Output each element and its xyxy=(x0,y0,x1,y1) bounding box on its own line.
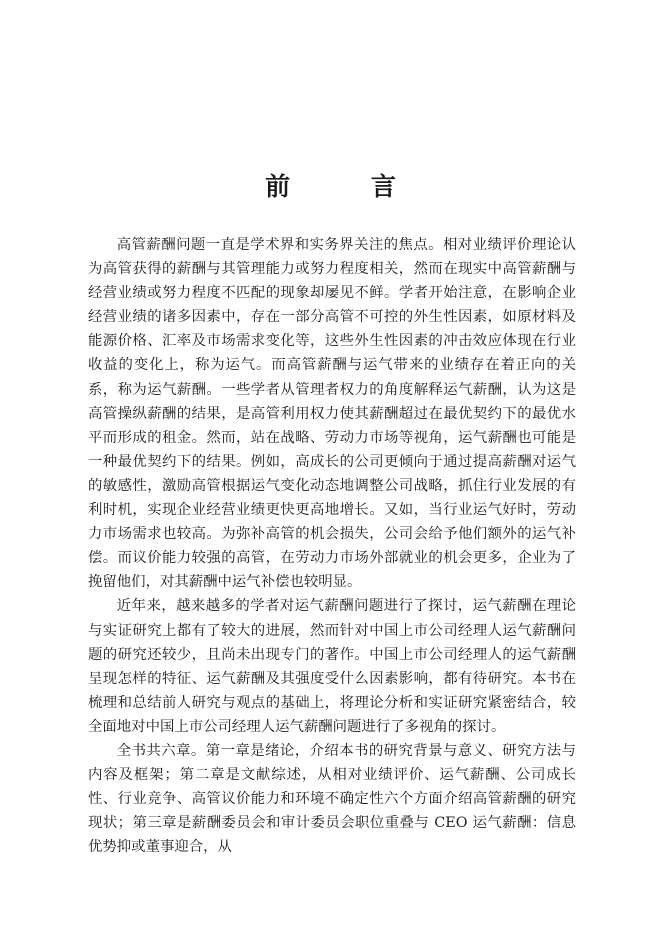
paragraph-3: 全书共六章。第一章是绪论，介绍本书的研究背景与意义、研究方法与内容及框架；第二章是文献综述，从相对业绩评价、运气薪酬、公司成长性、行业竞争、高管议价能力和环境不确定性六个方面介绍高管薪酬的研究现状；第三章是薪酬委员会和审计委员会职位重叠与 CEO 运气薪酬：信息优势抑或董事迎合，从 xyxy=(88,742,576,856)
page-title: 前 言 xyxy=(265,171,432,201)
body-text xyxy=(88,233,576,859)
paragraph-1: 高管薪酬问题一直是学术界和实务界关注的焦点。相对业绩评价理论认为高管获得的薪酬与其管理能力或努力程度相关，然而在现实中高管薪酬与经营业绩或努力程度不匹配的现象却屡见不鲜。学者开始注意，在影响企业经营业绩的诸多因素中，存在一部分高管不可控的外生性因素，如原材料及能源价格、汇率及市场需求变化等，这些外生性因素的冲击效应体现在行业收益的变化上，称为运气。而高管薪酬与运气带来的业绩存在着正向的关系，称为运气薪酬。一些学者从管理者权力的角度解释运气薪酬，认为这是高管操纵薪酬的结果，是高管利用权力使其薪酬超过在最优契约下的最优水平而形成的租金。然而，站在战略、劳动力市场等视角，运气薪酬也可能是一种最优契约下的结果。例如，高成长的公司更倾向于通过提高薪酬对运气的敏感性，激励高管根据运气变化动态地调整公司战略，抓住行业发展的有利时机，实现企业经营业绩更快更高地增长。又如，当行业运气好时，劳动力市场需求也较高。为弥补高管的机会损失，公司会给予他们额外的运气补偿。而议价能力较强的高管，在劳动力市场外部就业的机会更多，企业为了挽留他们，对其薪酬中运气补偿也较明显。 xyxy=(88,237,576,591)
paragraph-2: 近年来，越来越多的学者对运气薪酬问题进行了探讨，运气薪酬在理论与实证研究上都有了较大的进展，然而针对中国上市公司经理人运气薪酬问题的研究还较少，且尚未出现专门的著作。中国上市公司经理人的运气薪酬呈现怎样的特征、运气薪酬及其强度受什么因素影响，都有待研究。本书在梳理和总结前人研究与观点的基础上，将理论分析和实证研究紧密结合，较全面地对中国上市公司经理人运气薪酬问题进行了多视角的探讨。 xyxy=(88,598,576,735)
